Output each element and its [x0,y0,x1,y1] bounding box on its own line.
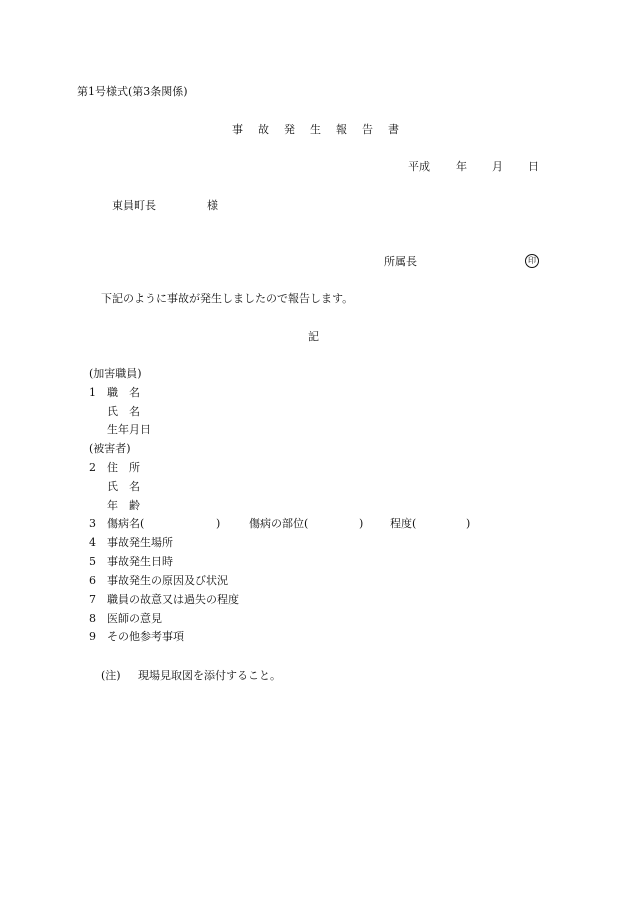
item-label: 職 名 [107,386,140,399]
item-label: 職員の故意又は過失の程度 [107,593,239,606]
form-number: 第1号様式(第3条関係) [77,85,188,98]
addressee-honorific: 様 [207,199,218,212]
item-number: 9 [89,630,96,643]
item-2-age: 年 齢 [107,499,140,512]
injury-name-label: 傷病名( [107,517,145,530]
item-1-birthdate: 生年月日 [107,423,151,436]
item-label: 事故発生の原因及び状況 [107,574,228,587]
item-2-name: 氏 名 [107,480,140,493]
sender-label: 所属長 [384,255,417,268]
item-number: 6 [89,574,96,587]
ki-marker: 記 [308,330,319,343]
note-text: 現場見取図を添付すること。 [138,669,281,682]
item-number: 3 [89,517,96,530]
item-label: 医師の意見 [107,612,162,625]
document-title: 事故発生報告書 [232,123,414,136]
item-1-name: 氏 名 [107,405,140,418]
item-label: 事故発生日時 [107,555,173,568]
injury-site-label: 傷病の部位( [249,517,309,530]
severity-close: ) [466,517,471,530]
date-day: 日 [528,160,539,173]
item-label: 事故発生場所 [107,536,173,549]
note-label: (注) [101,669,121,682]
injury-site-close: ) [359,517,364,530]
item-number: 4 [89,536,96,549]
date-month: 月 [492,160,503,173]
section-victim: (被害者) [89,442,131,455]
severity-label: 程度( [390,517,417,530]
item-number: 7 [89,593,96,606]
item-number: 8 [89,612,96,625]
date-era: 平成 [408,160,430,173]
seal-stamp: 印 [525,254,539,268]
injury-name-close: ) [216,517,221,530]
item-number: 2 [89,461,96,474]
item-number: 5 [89,555,96,568]
addressee-name: 東員町長 [112,199,156,212]
item-number: 1 [89,386,96,399]
intro-text: 下記のように事故が発生しましたので報告します。 [101,292,354,305]
item-label: その他参考事項 [107,630,184,643]
item-3 [89,518,489,532]
date-year: 年 [456,160,467,173]
item-label: 住 所 [107,461,140,474]
section-perpetrator: (加害職員) [89,367,142,380]
